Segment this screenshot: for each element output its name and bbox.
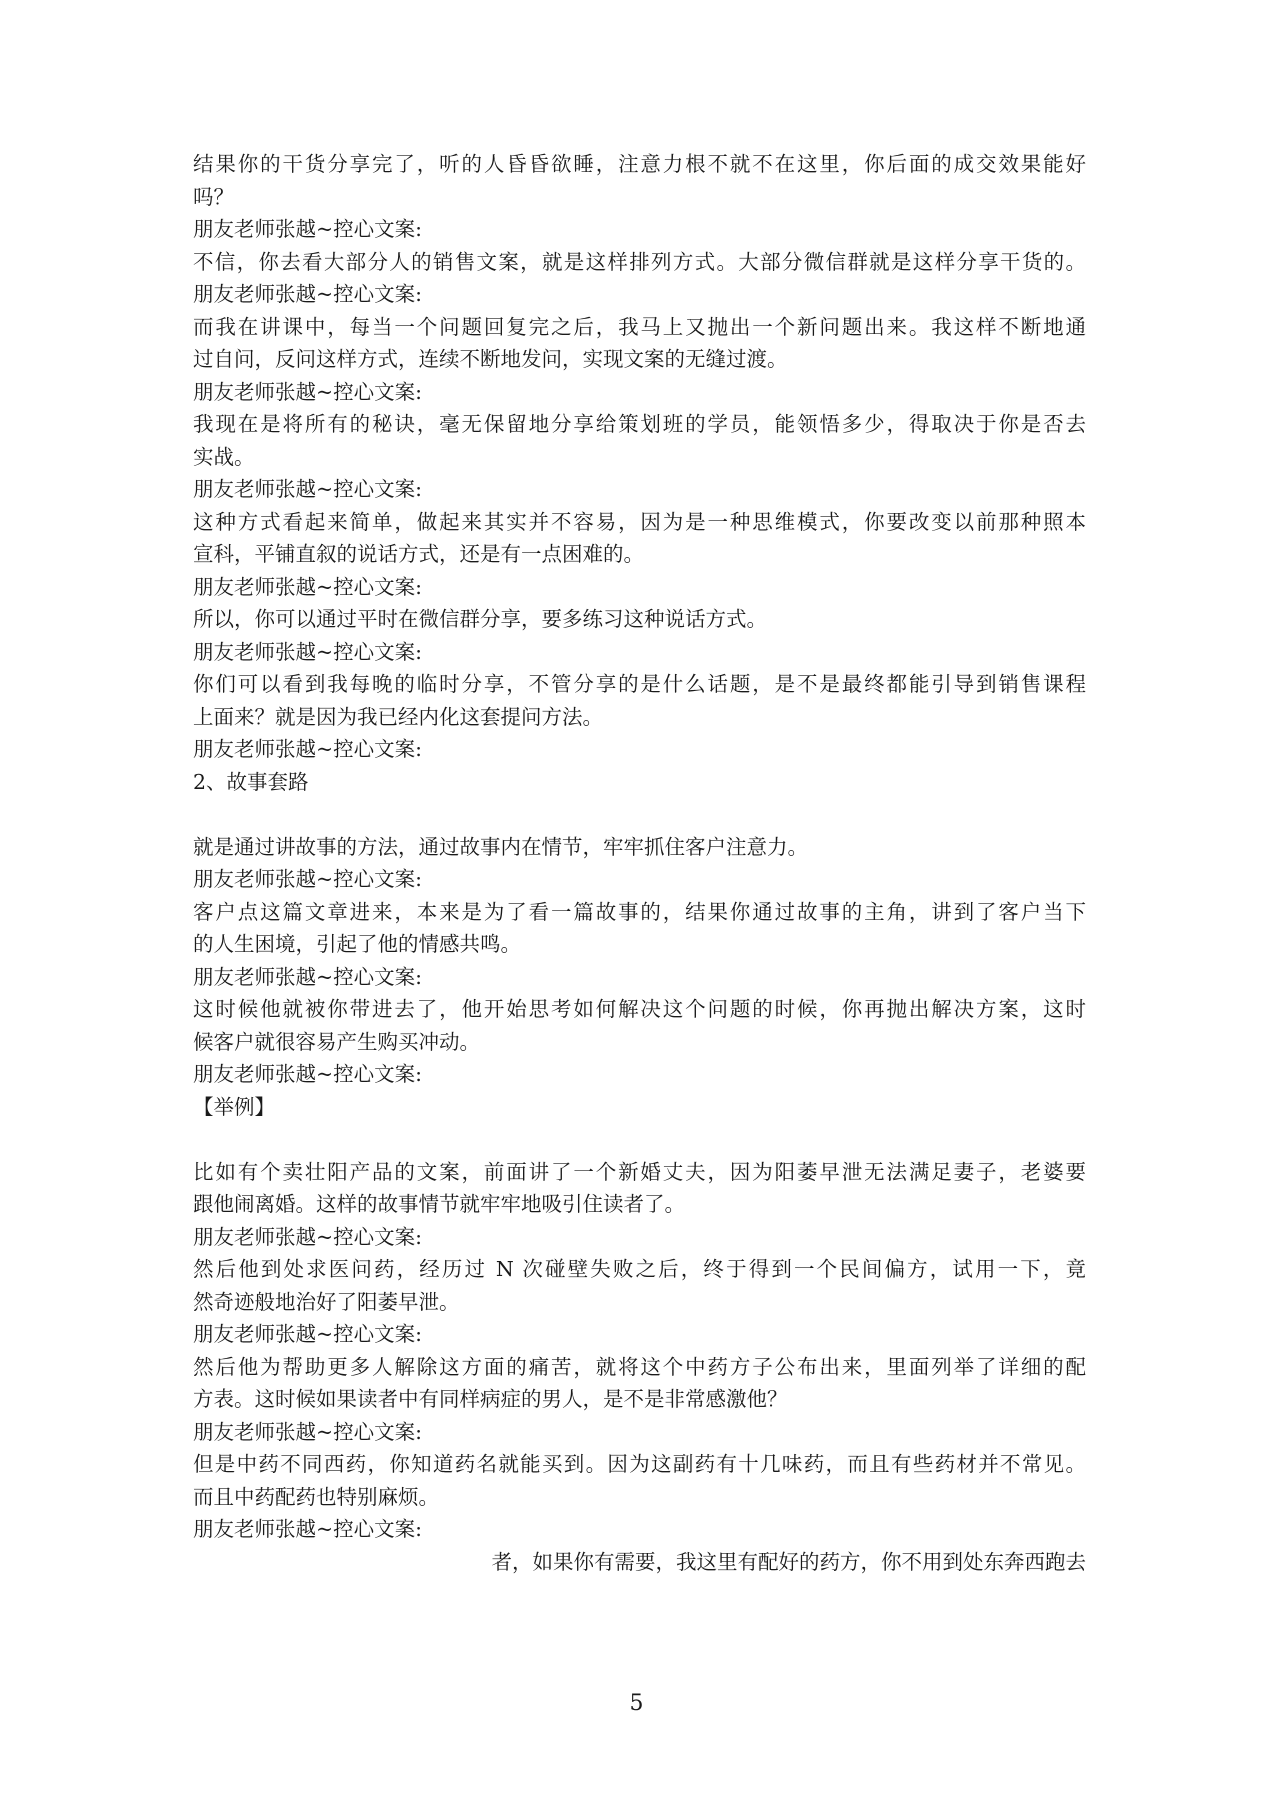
text-line: 不信，你去看大部分人的销售文案，就是这样排列方式。大部分微信群就是这样分享干货的。	[193, 249, 1086, 274]
text-line: 但是中药不同西药，你知道药名就能买到。因为这副药有十几味药，而且有些药材并不常见。	[193, 1452, 1086, 1476]
text-line: 我现在是将所有的秘诀，毫无保留地分享给策划班的学员，能领悟多少，得取决于你是否去	[193, 412, 1086, 436]
text-line: 这时候他就被你带进去了，他开始思考如何解决这个问题的时候，你再抛出解决方案，这时	[193, 997, 1086, 1021]
text-line: 实战。	[193, 444, 255, 469]
blank-line	[193, 1123, 1086, 1156]
text-line: 2、故事套路	[193, 769, 309, 794]
text-line: 就是通过讲故事的方法，通过故事内在情节，牢牢抓住客户注意力。	[193, 834, 808, 859]
text-line: 的人生困境，引起了他的情感共鸣。	[193, 932, 521, 956]
text-line: 然奇迹般地治好了阳萎早泄。	[193, 1289, 460, 1314]
text-line: 朋友老师张越~控心文案:	[193, 574, 423, 599]
text-line: 朋友老师张越~控心文案:	[193, 1322, 423, 1346]
text-line: 这种方式看起来简单，做起来其实并不容易，因为是一种思维模式，你要改变以前那种照本	[193, 509, 1086, 534]
text-line: 你们可以看到我每晚的临时分享，不管分享的是什么话题，是不是最终都能引导到销售课程	[193, 672, 1086, 696]
text-line: 朋友老师张越~控心文案:	[193, 477, 423, 501]
page-number: 5	[629, 1691, 644, 1716]
text-line: 候客户就很容易产生购买冲动。	[193, 1029, 480, 1054]
text-line: 上面来？就是因为我已经内化这套提问方法。	[193, 704, 603, 729]
text-line: 朋友老师张越~控心文案:	[193, 867, 423, 891]
text-line: 然后他为帮助更多人解除这方面的痛苦，就将这个中药方子公布出来，里面列举了详细的配	[193, 1354, 1086, 1379]
text-line: 朋友老师张越~控心文案:	[193, 217, 423, 241]
text-line: 朋友老师张越~控心文案:	[193, 737, 423, 761]
text-line: 朋友老师张越~控心文案:	[193, 1062, 423, 1086]
text-line: 朋友老师张越~控心文案:	[193, 379, 423, 404]
text-line: 朋友老师张越~控心文案:	[193, 1224, 423, 1249]
text-line: 所以，你可以通过平时在微信群分享，要多练习这种说话方式。	[193, 607, 767, 631]
text-line: 宣科，平铺直叙的说话方式，还是有一点困难的。	[193, 542, 644, 566]
blank-line	[193, 798, 1086, 831]
text-line: 方表。这时候如果读者中有同样病症的男人，是不是非常感激他？	[193, 1387, 788, 1411]
text-line: 跟他闹离婚。这样的故事情节就牢牢地吸引住读者了。	[193, 1192, 685, 1216]
text-line: 朋友老师张越~控心文案:	[193, 282, 423, 306]
document-body	[193, 148, 1086, 1578]
text-line: 吗？	[193, 184, 234, 209]
text-line: 朋友老师张越~控心文案:	[193, 964, 423, 989]
text-line: 然后他到处求医问药，经历过 N 次碰壁失败之后，终于得到一个民间偏方，试用一下，竟	[193, 1257, 1086, 1281]
text-line: 朋友老师张越~控心文案:	[193, 1419, 423, 1444]
text-line: 朋友老师张越~控心文案:	[193, 1517, 423, 1541]
text-line: 而我在讲课中，每当一个问题回复完之后，我马上又抛出一个新问题出来。我这样不断地通	[193, 314, 1086, 339]
text-line: 而且中药配药也特别麻烦。	[193, 1484, 439, 1509]
text-line: 者，如果你有需要，我这里有配好的药方，你不用到处东奔西跑去	[491, 1549, 1086, 1574]
text-line: 朋友老师张越~控心文案:	[193, 639, 423, 664]
text-line: 过自问，反问这样方式，连续不断地发问，实现文案的无缝过渡。	[193, 347, 788, 371]
text-line: 客户点这篇文章进来，本来是为了看一篇故事的，结果你通过故事的主角，讲到了客户当下	[193, 899, 1086, 924]
text-line: 结果你的干货分享完了，听的人昏昏欲睡，注意力根不就不在这里，你后面的成交效果能好	[193, 152, 1086, 176]
text-line: 【举例】	[193, 1094, 275, 1119]
text-line: 比如有个卖壮阳产品的文案，前面讲了一个新婚丈夫，因为阳萎早泄无法满足妻子，老婆要	[193, 1159, 1086, 1184]
